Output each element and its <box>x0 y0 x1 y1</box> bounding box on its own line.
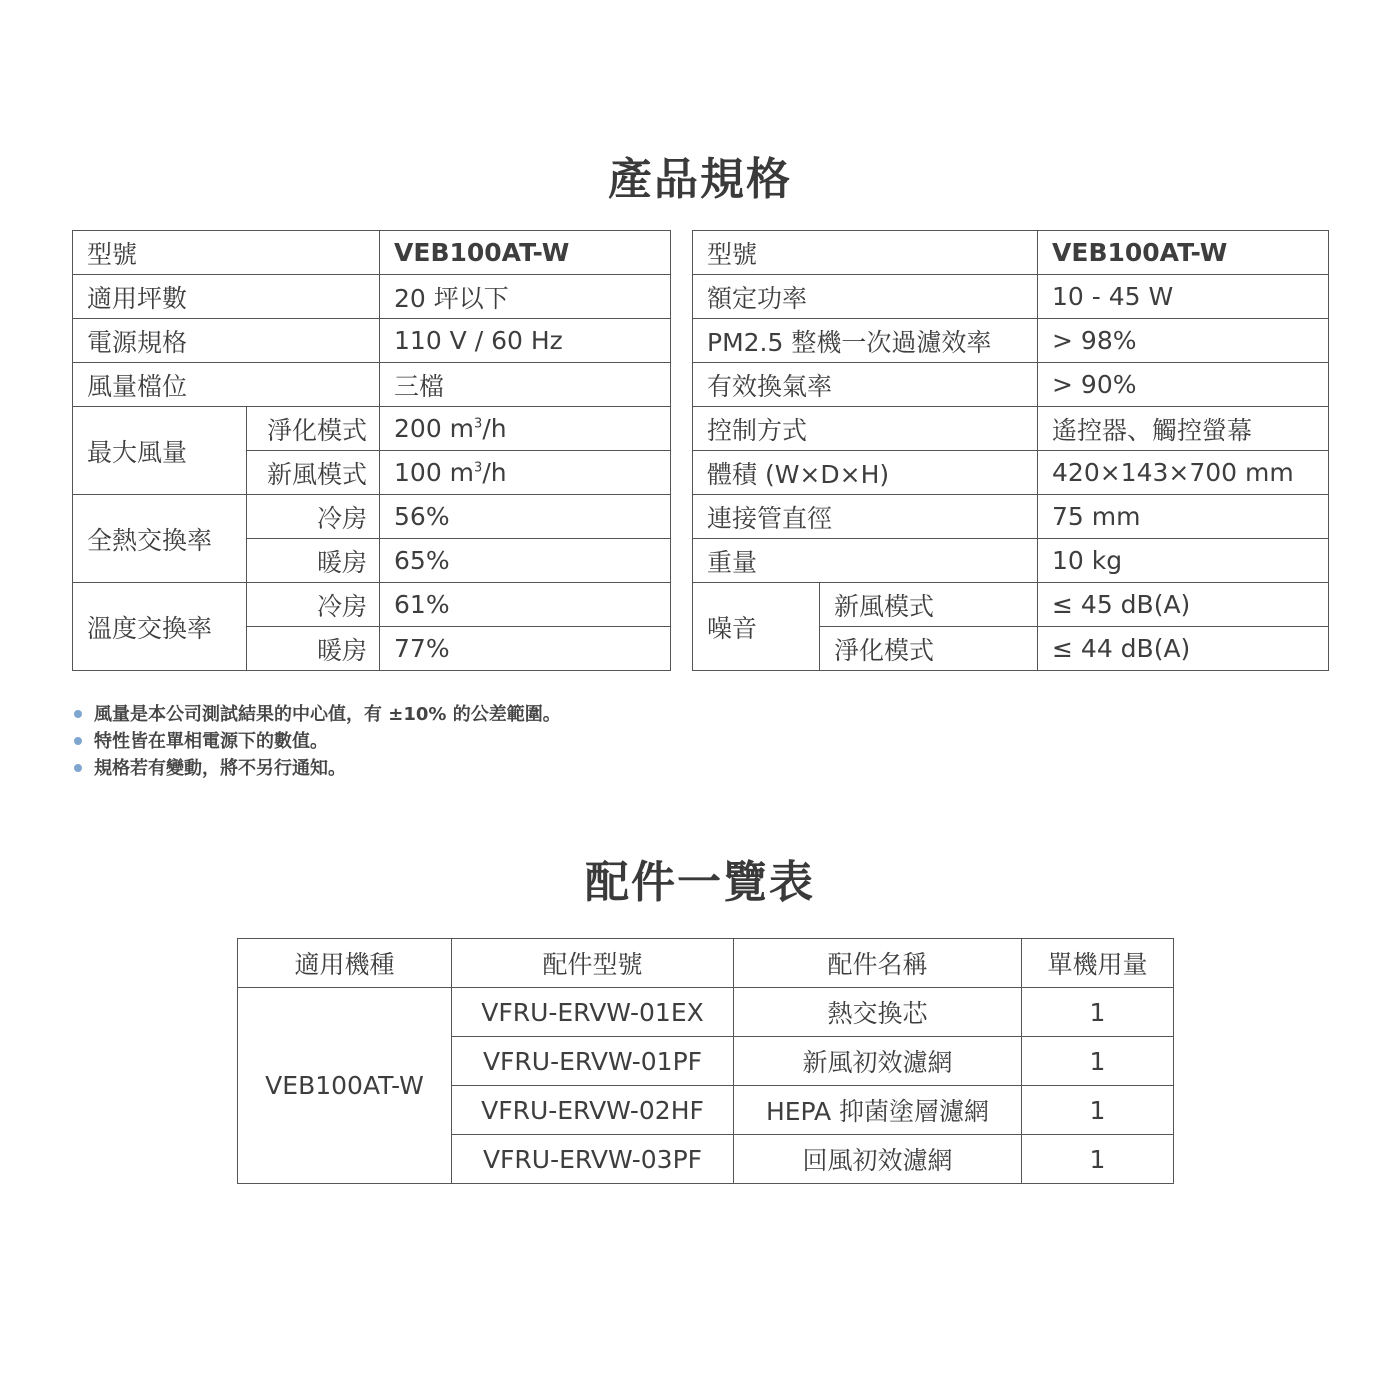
table-header-row <box>238 939 1174 988</box>
spec-row <box>693 407 1329 451</box>
spec-value: 77% <box>380 627 671 671</box>
unit-superscript: 3 <box>474 460 483 476</box>
spec-value: > 98% <box>1038 319 1329 363</box>
spec-label: PM2.5 整機一次過濾效率 <box>693 319 1038 363</box>
unit-text: /h <box>482 458 507 487</box>
notes-list <box>72 701 561 782</box>
spec-label: 控制方式 <box>693 407 1038 451</box>
spec-sublabel: 冷房 <box>247 495 380 539</box>
spec-label: 連接管直徑 <box>693 495 1038 539</box>
section-title: 配件一覽表 <box>585 857 815 908</box>
column-header: 適用機種 <box>238 939 452 988</box>
spec-value: 56% <box>380 495 671 539</box>
part-name-cell: 熱交換芯 <box>734 988 1022 1037</box>
table-row <box>238 988 1174 1037</box>
spec-label: 最大風量 <box>73 407 247 495</box>
spec-row <box>693 495 1329 539</box>
spec-value <box>380 407 671 451</box>
value-text: 100 m <box>394 458 475 487</box>
spec-row <box>693 319 1329 363</box>
part-name-cell: HEPA 抑菌塗層濾網 <box>734 1086 1022 1135</box>
spec-value: 65% <box>380 539 671 583</box>
spec-label: 有效換氣率 <box>693 363 1038 407</box>
spec-label: 風量檔位 <box>73 363 380 407</box>
note-text: 風量是本公司測試結果的中心值，有 ±10% 的公差範圍。 <box>94 704 561 725</box>
spec-row <box>73 231 671 275</box>
spec-row <box>693 539 1329 583</box>
spec-label: 型號 <box>73 231 380 275</box>
unit-text: /h <box>482 414 507 443</box>
bullet-icon <box>74 737 82 745</box>
spec-value: VEB100AT-W <box>1038 231 1329 275</box>
column-header: 配件型號 <box>452 939 734 988</box>
spec-label: 型號 <box>693 231 1038 275</box>
spec-value: 10 - 45 W <box>1038 275 1329 319</box>
spec-table-right <box>692 230 1329 671</box>
spec-label: 適用坪數 <box>73 275 380 319</box>
note-item <box>72 728 561 755</box>
quantity-cell: 1 <box>1022 1086 1174 1135</box>
spec-row <box>73 495 671 539</box>
spec-row <box>73 363 671 407</box>
quantity-cell: 1 <box>1022 1037 1174 1086</box>
quantity-cell: 1 <box>1022 1135 1174 1184</box>
spec-sublabel: 新風模式 <box>820 583 1038 627</box>
spec-value: > 90% <box>1038 363 1329 407</box>
spec-value: 10 kg <box>1038 539 1329 583</box>
spec-value: VEB100AT-W <box>380 231 671 275</box>
spec-sublabel: 淨化模式 <box>247 407 380 451</box>
spec-sublabel: 暖房 <box>247 539 380 583</box>
spec-row <box>73 319 671 363</box>
spec-table-left <box>72 230 671 671</box>
part-name-cell: 回風初效濾網 <box>734 1135 1022 1184</box>
note-item <box>72 701 561 728</box>
spec-sublabel: 新風模式 <box>247 451 380 495</box>
spec-label: 全熱交換率 <box>73 495 247 583</box>
column-header: 單機用量 <box>1022 939 1174 988</box>
part-number-cell: VFRU-ERVW-02HF <box>452 1086 734 1135</box>
page-title: 產品規格 <box>608 154 792 205</box>
spec-label: 體積 (W×D×H) <box>693 451 1038 495</box>
spec-value: 三檔 <box>380 363 671 407</box>
part-number-cell: VFRU-ERVW-01PF <box>452 1037 734 1086</box>
spec-label: 電源規格 <box>73 319 380 363</box>
spec-row <box>693 451 1329 495</box>
spec-sublabel: 淨化模式 <box>820 627 1038 671</box>
spec-row <box>73 407 671 451</box>
spec-value: ≤ 44 dB(A) <box>1038 627 1329 671</box>
column-header: 配件名稱 <box>734 939 1022 988</box>
spec-row <box>73 583 671 627</box>
note-item <box>72 755 561 782</box>
spec-value <box>380 451 671 495</box>
spec-value: 遙控器、觸控螢幕 <box>1038 407 1329 451</box>
note-text: 特性皆在單相電源下的數值。 <box>94 731 328 752</box>
spec-row <box>693 275 1329 319</box>
spec-sublabel: 暖房 <box>247 627 380 671</box>
spec-value: 61% <box>380 583 671 627</box>
accessory-table <box>237 938 1174 1184</box>
part-number-cell: VFRU-ERVW-01EX <box>452 988 734 1037</box>
spec-value: 110 V / 60 Hz <box>380 319 671 363</box>
spec-label: 噪音 <box>693 583 820 671</box>
spec-row <box>693 363 1329 407</box>
spec-sublabel: 冷房 <box>247 583 380 627</box>
spec-row <box>73 275 671 319</box>
spec-label: 額定功率 <box>693 275 1038 319</box>
part-number-cell: VFRU-ERVW-03PF <box>452 1135 734 1184</box>
spec-value: 75 mm <box>1038 495 1329 539</box>
spec-value: 20 坪以下 <box>380 275 671 319</box>
spec-label: 溫度交換率 <box>73 583 247 671</box>
value-text: 200 m <box>394 414 475 443</box>
spec-row <box>693 231 1329 275</box>
quantity-cell: 1 <box>1022 988 1174 1037</box>
note-text: 規格若有變動，將不另行通知。 <box>94 758 346 779</box>
spec-value: 420×143×700 mm <box>1038 451 1329 495</box>
model-cell: VEB100AT-W <box>238 988 452 1184</box>
spec-value: ≤ 45 dB(A) <box>1038 583 1329 627</box>
part-name-cell: 新風初效濾網 <box>734 1037 1022 1086</box>
spec-row <box>693 583 1329 627</box>
bullet-icon <box>74 710 82 718</box>
spec-label: 重量 <box>693 539 1038 583</box>
unit-superscript: 3 <box>474 416 483 432</box>
bullet-icon <box>74 764 82 772</box>
